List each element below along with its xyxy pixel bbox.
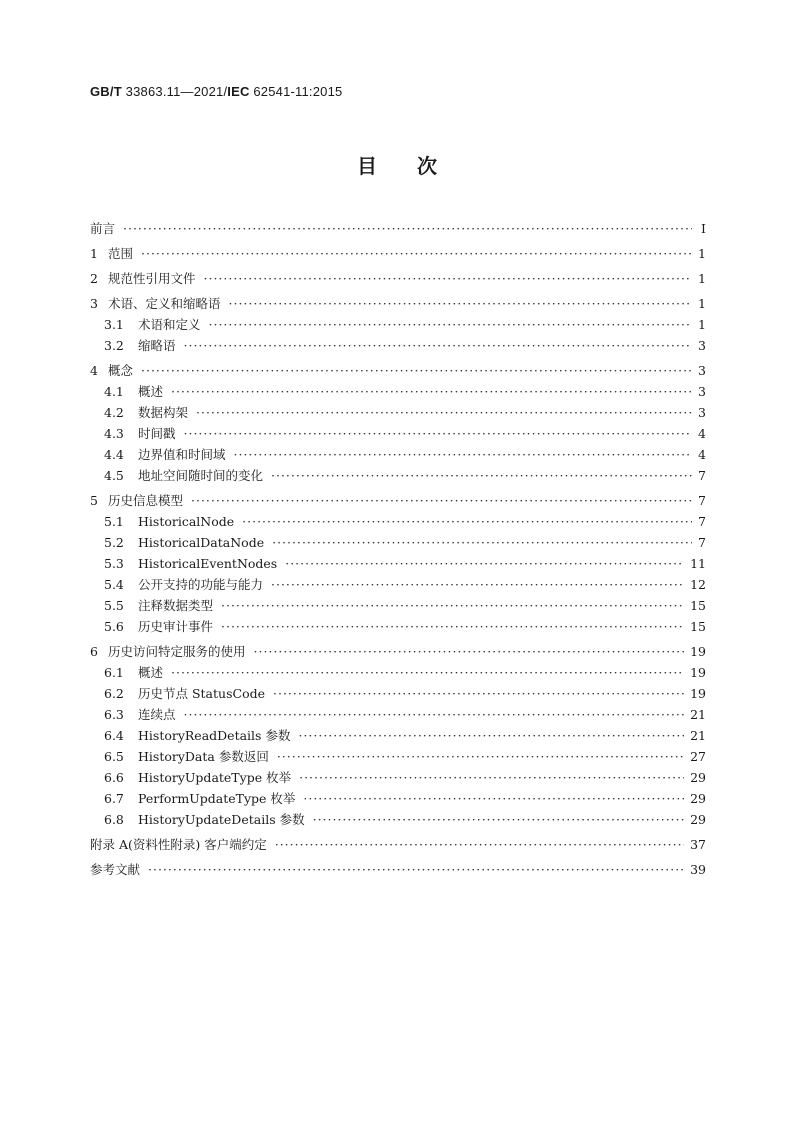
dot-leader [303, 791, 684, 807]
toc-entry[interactable] [90, 358, 706, 379]
toc-entry-number: 4.2 [104, 405, 124, 420]
toc-entry[interactable] [90, 551, 706, 572]
dot-leader [277, 749, 684, 765]
toc-entry[interactable] [90, 509, 706, 530]
toc-entry-number: 4.5 [104, 468, 124, 483]
toc-entry[interactable] [90, 421, 706, 442]
toc-entry-page: 3 [698, 384, 706, 399]
toc-entry[interactable] [90, 744, 706, 765]
toc-entry-number: 3.2 [104, 338, 124, 353]
table-of-contents [90, 216, 706, 878]
dot-leader [123, 221, 692, 237]
toc-entry-label: 术语、定义和缩略语 [108, 296, 221, 311]
toc-entry-label: 前言 [90, 221, 116, 236]
toc-entry-label: 参考文献 [90, 862, 141, 877]
toc-entry[interactable] [90, 530, 706, 551]
toc-entry[interactable] [90, 442, 706, 463]
toc-entry-label: 历史访问特定服务的使用 [108, 644, 246, 659]
dot-leader [229, 296, 692, 312]
toc-entry-page: 21 [690, 728, 706, 743]
toc-entry-label: HistoricalNode [138, 514, 235, 529]
toc-entry-number: 6.4 [104, 728, 124, 743]
toc-entry-label: 数据构架 [138, 405, 189, 420]
toc-entry[interactable] [90, 312, 706, 333]
dot-leader [196, 405, 692, 421]
toc-entry-number: 6.2 [104, 686, 124, 701]
toc-entry[interactable] [90, 786, 706, 807]
toc-entry-label: HistoricalDataNode [138, 535, 265, 550]
iec-prefix: IEC [227, 84, 250, 99]
toc-entry[interactable] [90, 488, 706, 509]
dot-leader [141, 246, 692, 262]
toc-entry[interactable] [90, 723, 706, 744]
toc-entry-number: 6.5 [104, 749, 124, 764]
toc-entry-page: 15 [690, 598, 706, 613]
toc-entry[interactable] [90, 241, 706, 262]
iec-number: 62541-11:2015 [249, 84, 343, 99]
toc-entry-page: 4 [698, 426, 706, 441]
toc-entry-number: 6.7 [104, 791, 124, 806]
toc-entry[interactable] [90, 400, 706, 421]
dot-leader [254, 644, 685, 660]
toc-entry[interactable] [90, 614, 706, 635]
toc-entry-number: 6.1 [104, 665, 124, 680]
toc-entry-number: 4.1 [104, 384, 124, 399]
toc-entry[interactable] [90, 832, 706, 853]
toc-entry-page: 19 [690, 665, 706, 680]
toc-entry[interactable] [90, 216, 706, 237]
toc-entry-label: 概念 [108, 363, 134, 378]
dot-leader [191, 493, 692, 509]
dot-leader [184, 338, 692, 354]
toc-entry-number: 5.6 [104, 619, 124, 634]
toc-entry-number: 6.3 [104, 707, 124, 722]
toc-entry-number: 6.8 [104, 812, 124, 827]
toc-entry[interactable] [90, 702, 706, 723]
toc-entry-number: 4.4 [104, 447, 124, 462]
toc-entry-number: 3.1 [104, 317, 124, 332]
toc-entry-label: HistoryData 参数返回 [138, 749, 269, 764]
dot-leader [298, 728, 684, 744]
toc-entry-number: 4 [90, 363, 98, 378]
toc-entry-page: 15 [690, 619, 706, 634]
toc-entry-number: 5.5 [104, 598, 124, 613]
toc-entry-number: 3 [90, 296, 98, 311]
toc-entry-label: 历史审计事件 [138, 619, 214, 634]
page-title: 目次 [357, 154, 477, 178]
toc-entry-label: 历史节点 StatusCode [138, 686, 265, 701]
toc-entry-page: 7 [698, 535, 706, 550]
toc-entry-page: 21 [690, 707, 706, 722]
toc-entry[interactable] [90, 765, 706, 786]
toc-entry-page: 7 [698, 468, 706, 483]
dot-leader [271, 468, 692, 484]
dot-leader [242, 514, 692, 530]
toc-entry-page: 7 [698, 514, 706, 529]
dot-leader [273, 686, 684, 702]
dot-leader [234, 447, 692, 463]
toc-entry-page: 1 [698, 271, 706, 286]
toc-entry[interactable] [90, 572, 706, 593]
dot-leader [141, 363, 692, 379]
toc-entry-page: 39 [690, 862, 706, 877]
toc-entry-page: 29 [690, 770, 706, 785]
toc-entry-number: 1 [90, 246, 98, 261]
dot-leader [285, 556, 684, 572]
dot-leader [148, 862, 684, 878]
toc-entry-number: 6.6 [104, 770, 124, 785]
toc-entry-label: 规范性引用文件 [108, 271, 196, 286]
toc-entry-page: 3 [698, 405, 706, 420]
dot-leader [221, 619, 684, 635]
toc-entry-label: 连续点 [138, 707, 176, 722]
document-header [90, 84, 342, 99]
toc-entry-label: 地址空间随时间的变化 [138, 468, 264, 483]
toc-entry-page: 29 [690, 812, 706, 827]
toc-entry[interactable] [90, 379, 706, 400]
standard-prefix: GB/T [90, 84, 122, 99]
toc-entry-number: 4.3 [104, 426, 124, 441]
toc-entry[interactable] [90, 593, 706, 614]
dot-leader [184, 707, 685, 723]
dot-leader [171, 665, 684, 681]
toc-entry-label: 附录 A(资料性附录) 客户端约定 [90, 837, 267, 852]
toc-entry-number: 5.3 [104, 556, 124, 571]
toc-entry-page: 37 [690, 837, 706, 852]
toc-entry-page: Ⅰ [701, 221, 706, 236]
toc-entry-number: 6 [90, 644, 98, 659]
toc-entry-page: 27 [690, 749, 706, 764]
toc-entry-label: HistoricalEventNodes [138, 556, 278, 571]
toc-entry-page: 19 [690, 686, 706, 701]
toc-entry-number: 2 [90, 271, 98, 286]
toc-entry[interactable] [90, 639, 706, 660]
toc-entry-label: HistoryReadDetails 参数 [138, 728, 291, 743]
toc-entry-page: 1 [698, 246, 706, 261]
toc-entry-number: 5.1 [104, 514, 124, 529]
toc-entry-label: HistoryUpdateType 枚举 [138, 770, 292, 785]
dot-leader [271, 577, 684, 593]
dot-leader [171, 384, 692, 400]
toc-entry-number: 5 [90, 493, 98, 508]
toc-entry-number: 5.4 [104, 577, 124, 592]
toc-entry-label: 概述 [138, 384, 164, 399]
toc-entry[interactable] [90, 333, 706, 354]
toc-entry[interactable] [90, 681, 706, 702]
toc-entry-page: 19 [690, 644, 706, 659]
toc-entry-label: 时间戳 [138, 426, 176, 441]
toc-entry-label: PerformUpdateType 枚举 [138, 791, 296, 806]
toc-entry-label: 注释数据类型 [138, 598, 214, 613]
toc-entry-label: 范围 [108, 246, 134, 261]
dot-leader [272, 535, 692, 551]
dot-leader [204, 271, 692, 287]
toc-entry-label: 边界值和时间域 [138, 447, 226, 462]
toc-entry-page: 3 [698, 363, 706, 378]
toc-entry-page: 7 [698, 493, 706, 508]
toc-entry[interactable] [90, 463, 706, 484]
toc-entry[interactable] [90, 660, 706, 681]
toc-entry[interactable] [90, 266, 706, 287]
toc-entry-page: 4 [698, 447, 706, 462]
toc-entry-page: 3 [698, 338, 706, 353]
toc-entry[interactable] [90, 291, 706, 312]
toc-entry-page: 12 [690, 577, 706, 592]
toc-entry-number: 5.2 [104, 535, 124, 550]
toc-entry-label: 术语和定义 [138, 317, 201, 332]
toc-entry-page: 11 [690, 556, 706, 571]
toc-entry-label: HistoryUpdateDetails 参数 [138, 812, 305, 827]
dot-leader [184, 426, 692, 442]
toc-entry-label: 概述 [138, 665, 164, 680]
toc-entry-label: 历史信息模型 [108, 493, 184, 508]
dot-leader [313, 812, 685, 828]
toc-entry-page: 1 [698, 317, 706, 332]
toc-entry[interactable] [90, 807, 706, 828]
dot-leader [209, 317, 692, 333]
standard-number: 33863.11—2021/ [121, 84, 228, 99]
dot-leader [299, 770, 684, 786]
dot-leader [275, 837, 684, 853]
toc-entry-page: 29 [690, 791, 706, 806]
toc-entry[interactable] [90, 857, 706, 878]
dot-leader [221, 598, 684, 614]
toc-entry-label: 公开支持的功能与能力 [138, 577, 264, 592]
toc-entry-label: 缩略语 [138, 338, 176, 353]
toc-entry-page: 1 [698, 296, 706, 311]
